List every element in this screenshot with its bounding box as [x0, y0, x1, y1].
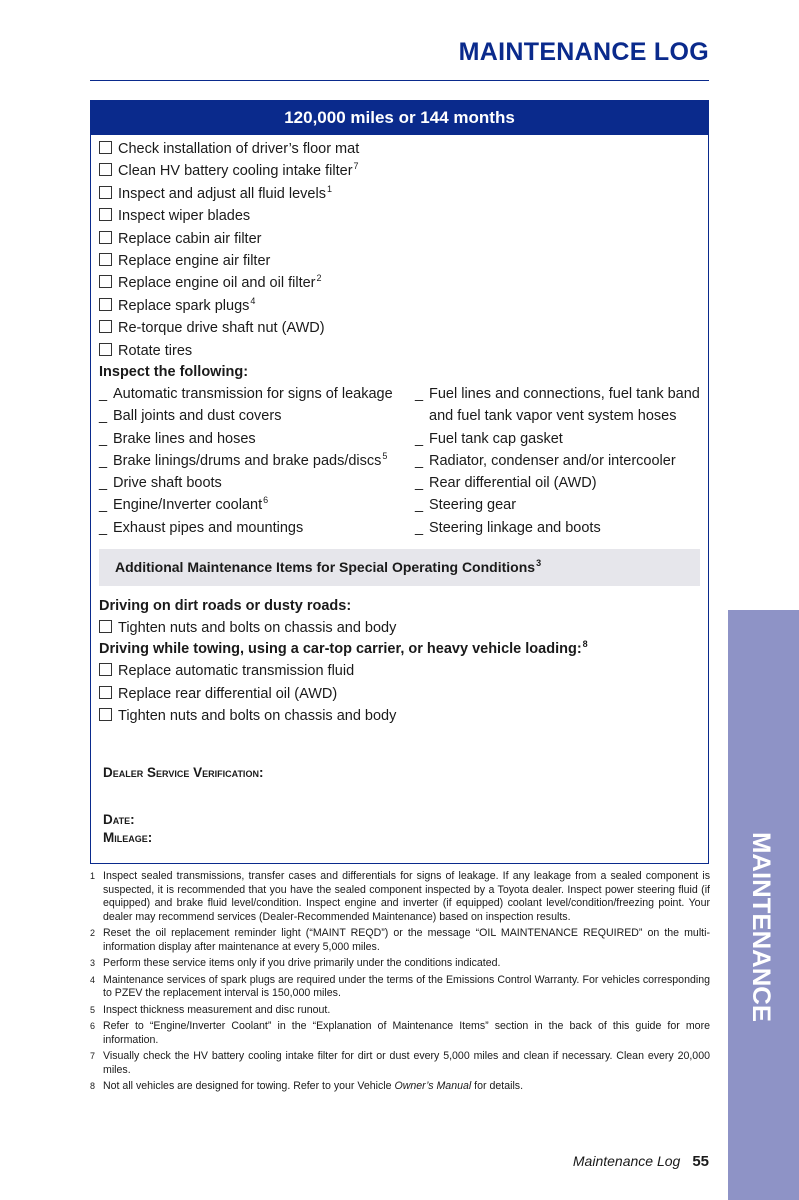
page-footer [573, 1153, 709, 1170]
footnote-text: Visually check the HV battery cooling intake filter for dirt or dust every 5,000 miles and clean if necessary. Clean every 20,000 miles. [103, 1050, 710, 1076]
interval-header: 120,000 miles or 144 months [91, 101, 708, 135]
checklist-item [99, 138, 708, 160]
checklist-item-label: Clean HV battery cooling intake filter [118, 163, 353, 180]
footnote-ref: 4 [250, 295, 256, 306]
condition-item [99, 617, 708, 639]
dash-icon: _ [415, 385, 424, 402]
inspect-item-label: Ball joints and dust covers [113, 408, 282, 425]
dash-icon: _ [415, 452, 424, 469]
footnote-text: Perform these service items only if you drive primarily under the conditions indicated. [103, 957, 501, 969]
checklist-item [99, 228, 708, 250]
inspect-item [99, 405, 415, 427]
towing-heading [99, 639, 708, 660]
inspect-item [415, 383, 705, 428]
footnote [90, 1020, 710, 1047]
dealer-verification-label: Dealer Service Verification: [103, 765, 264, 780]
dash-icon: _ [415, 519, 424, 536]
dash-icon: _ [99, 452, 108, 469]
footnote-number: 7 [90, 1051, 96, 1061]
checklist-item [99, 160, 708, 182]
inspect-item-label: Drive shaft boots [113, 475, 222, 492]
checkbox-icon [99, 708, 112, 721]
checklist-item-label: Re-torque drive shaft nut (AWD) [118, 320, 325, 337]
checkbox-icon [99, 663, 112, 676]
footnote-number: 4 [90, 974, 96, 985]
inspect-item [99, 383, 415, 405]
checkbox-icon [99, 208, 112, 221]
footnotes [90, 870, 710, 1097]
footnote-ref: 8 [582, 639, 588, 650]
checklist-item [99, 340, 708, 362]
inspect-item-label: Exhaust pipes and mountings [113, 519, 304, 536]
side-tab-label [738, 822, 788, 1032]
footnote [90, 927, 710, 954]
inspect-item [99, 428, 415, 450]
inspect-item-label: Automatic transmission for signs of leakage [113, 385, 393, 402]
footnote-number: 5 [90, 1004, 96, 1015]
inspect-item [99, 472, 415, 494]
inspect-item-label: Rear differential oil (AWD) [429, 475, 597, 492]
footnote-ref: 5 [382, 450, 388, 461]
footnote [90, 1050, 710, 1077]
dirt-roads-list [99, 617, 708, 639]
inspect-item [415, 517, 705, 539]
dash-icon: _ [415, 497, 424, 514]
checkbox-icon [99, 686, 112, 699]
inspect-heading: Inspect the following: [99, 363, 249, 380]
inspect-item [99, 450, 415, 472]
towing-list [99, 660, 708, 727]
dash-icon: _ [99, 497, 108, 514]
checklist-item [99, 205, 708, 227]
inspect-item-label: Steering gear [429, 497, 517, 514]
checkbox-icon [99, 231, 112, 244]
inspect-list-left [99, 383, 415, 539]
condition-item-label: Tighten nuts and bolts on chassis and body [118, 708, 397, 725]
checklist-item [99, 272, 708, 294]
dash-icon: _ [99, 475, 108, 492]
footer-section-label: Maintenance Log [572, 1153, 681, 1169]
date-label: Date: [103, 812, 135, 827]
checkbox-icon [99, 620, 112, 633]
checkbox-icon [99, 320, 112, 333]
inspect-item-label: Engine/Inverter coolant [113, 497, 263, 514]
footnote [90, 974, 710, 1001]
footnote-number: 6 [90, 1021, 96, 1031]
dirt-roads-heading: Driving on dirt roads or dusty roads: [99, 597, 352, 614]
inspect-columns [99, 383, 708, 539]
footnote-text-part: Not all vehicles are designed for towing. Refer to your Vehicle [103, 1080, 395, 1092]
towing-heading-text: Driving while towing, using a car-top carrier, or heavy vehicle loading: [99, 641, 582, 658]
inspect-item-label: Fuel tank cap gasket [429, 430, 563, 447]
inspect-item [99, 494, 415, 516]
dash-icon: _ [99, 408, 108, 425]
checkbox-icon [99, 343, 112, 356]
footnote-text-part: for details. [471, 1080, 524, 1092]
page-number: 55 [692, 1153, 709, 1170]
special-conditions-banner [99, 549, 700, 586]
footnote-ref: 2 [316, 273, 322, 284]
inspect-item-label: Brake linings/drums and brake pads/discs [113, 452, 382, 469]
condition-item-label: Replace rear differential oil (AWD) [118, 685, 338, 702]
footnote [90, 1004, 710, 1018]
footnote-text: Inspect thickness measurement and disc runout. [103, 1003, 331, 1016]
dash-icon: _ [99, 519, 108, 536]
checklist-item-label: Replace cabin air filter [118, 230, 262, 247]
page-title: MAINTENANCE LOG [458, 38, 709, 66]
inspect-item-label: Brake lines and hoses [113, 430, 256, 447]
footnote [90, 1080, 710, 1094]
checklist-item [99, 250, 708, 272]
footnote-ref: 6 [263, 495, 269, 506]
inspect-item [415, 428, 705, 450]
checkbox-icon [99, 186, 112, 199]
footnote-number: 2 [90, 928, 96, 938]
special-conditions-title: Additional Maintenance Items for Special Operating Conditions [115, 558, 536, 575]
checkbox-icon [99, 275, 112, 288]
checklist-item-label: Replace engine oil and oil filter [118, 275, 316, 292]
footnote-text: Refer to “Engine/Inverter Coolant” in the “Explanation of Maintenance Items” section in the back of this guide for more information. [103, 1020, 710, 1046]
footnote-number: 1 [90, 871, 96, 881]
footnote-ref: 3 [536, 557, 542, 568]
checklist-item-label: Inspect wiper blades [118, 208, 251, 225]
inspect-item [99, 517, 415, 539]
title-divider [90, 80, 709, 81]
condition-item [99, 705, 708, 727]
dirt-roads-section [91, 596, 708, 639]
checklist-item [99, 183, 708, 205]
checklist-item-label: Replace spark plugs [118, 297, 250, 314]
inspect-item [415, 472, 705, 494]
footnote-ref: 7 [353, 161, 359, 172]
checkbox-icon [99, 298, 112, 311]
inspect-item-label: Fuel lines and connections, fuel tank band and fuel tank vapor vent system hoses [429, 385, 700, 425]
footnote-text: Reset the oil replacement reminder light (“MAINT REQD”) or the message “OIL MAINTENANCE REQUIRED” on the multi-information display after maintenance at every 5,000 miles. [103, 927, 710, 953]
footnote-text: Maintenance services of spark plugs are required under the terms of the Emissions Control Warranty. For vehicles corresponding to PZEV the replacement interval is 150,000 miles. [103, 973, 710, 999]
footnote [90, 957, 710, 971]
inspect-item-label: Steering linkage and boots [429, 519, 601, 536]
checkbox-icon [99, 163, 112, 176]
footnote-number: 3 [90, 958, 96, 968]
checklist-item-label: Rotate tires [118, 342, 193, 359]
inspect-list-right [415, 383, 705, 539]
maintenance-interval-box [90, 100, 709, 864]
side-tab-text: MAINTENANCE [747, 832, 775, 1017]
checklist-item-label: Inspect and adjust all fluid levels [118, 185, 326, 202]
checklist-item [99, 295, 708, 317]
dash-icon: _ [415, 430, 424, 447]
condition-item-label: Tighten nuts and bolts on chassis and body [118, 619, 397, 636]
towing-section [91, 639, 708, 727]
footnote-text [103, 1080, 710, 1094]
inspect-item-label: Radiator, condenser and/or intercooler [429, 452, 676, 469]
checklist-item-label: Check installation of driver’s floor mat [118, 141, 360, 157]
owners-manual-title: Owner’s Manual [394, 1080, 472, 1092]
footnote-ref: 1 [326, 183, 332, 194]
section-side-tab [728, 610, 799, 1200]
checklist-item [99, 317, 708, 339]
inspect-item [415, 450, 705, 472]
condition-item-label: Replace automatic transmission fluid [118, 663, 355, 680]
dash-icon: _ [415, 475, 424, 492]
footnote-text: Inspect sealed transmissions, transfer cases and differentials for signs of leakage. If any leakage from a sealed component is suspected, it is recommended that you have the sealed component inspected by a Toyota dealer. Inspect power steering fluid (if equipped) and brake fluid level/condition. Inspect engine and inverter (if equipped) coolant level/condition/freezing point. Your dealer may recommend services (Dealer-Recommended Maintenance) based on inspection results. [103, 870, 710, 923]
footnote-number: 8 [90, 1081, 96, 1091]
dash-icon: _ [99, 430, 108, 447]
mileage-label: Mileage: [103, 830, 153, 845]
dash-icon: _ [99, 385, 108, 402]
condition-item [99, 660, 708, 682]
checklist-item-label: Replace engine air filter [118, 252, 271, 269]
footnote [90, 870, 710, 924]
checkbox-icon [99, 253, 112, 266]
condition-item [99, 683, 708, 705]
inspect-item [415, 494, 705, 516]
service-checklist [99, 138, 708, 362]
checkbox-icon [99, 141, 112, 154]
